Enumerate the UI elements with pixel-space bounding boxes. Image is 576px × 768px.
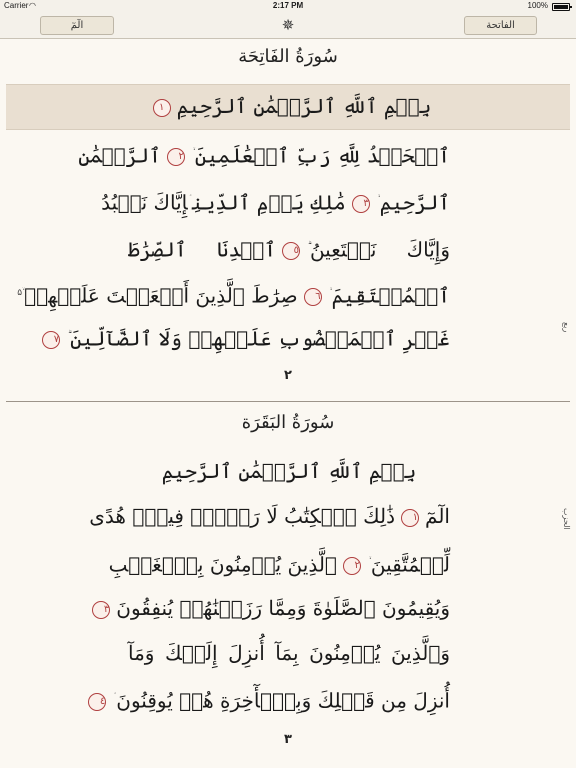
verse-text: وَيُقِيمُونَ ٱلصَّلَوٰةَ وَمِمَّا رَزَقۡنَٰهُمۡ يُنفِقُونَ bbox=[116, 596, 450, 620]
verse-text: ٱلۡحَمۡدُ لِلَّهِ رَبِّ ٱلۡعَٰلَمِينَ bbox=[194, 143, 450, 168]
surah-title-fatiha: سُورَةُ الفَاتِحَة bbox=[238, 46, 338, 67]
verse-line[interactable] bbox=[99, 682, 450, 714]
verse-text: وَٱلَّذِينَ يُؤۡمِنُونَ بِمَآ أُنزِلَ إِلَيۡكَ وَمَآ bbox=[128, 641, 450, 665]
basmala-line[interactable] bbox=[128, 90, 450, 122]
page-number: ٣ bbox=[284, 732, 292, 747]
verse-text: وَإِيَّاكَ نَسۡتَعِينُ bbox=[309, 237, 450, 262]
verse-line[interactable] bbox=[103, 592, 450, 624]
ayah-marker[interactable]: ٢ bbox=[343, 557, 361, 575]
verse-line[interactable] bbox=[128, 231, 450, 263]
battery-percent: 100% bbox=[527, 1, 548, 10]
hizb-marker: الحزب bbox=[562, 508, 571, 530]
verse-line[interactable] bbox=[53, 320, 450, 352]
ayah-marker[interactable]: ١ bbox=[153, 99, 171, 117]
basmala-text: بِسۡمِ ٱللَّهِ ٱلرَّحۡمَٰنِ ٱلرَّحِيمِ bbox=[176, 94, 432, 118]
status-bar bbox=[0, 0, 576, 12]
waqf-mark: ۙ۵ bbox=[17, 288, 23, 298]
verse-text: لِّلۡمُتَّقِينَ bbox=[370, 552, 450, 577]
verse-text: ذَٰلِكَ ٱلۡكِتَٰبُ لَا رَيۡبَۛ فِيهِۛ هُدًى bbox=[89, 504, 396, 528]
verse-line[interactable] bbox=[78, 137, 450, 169]
hizb-marker: ربع bbox=[562, 322, 571, 333]
verse-text: صِرَٰطَ ٱلَّذِينَ أَنۡعَمۡتَ عَلَيۡهِمۡ bbox=[24, 283, 298, 308]
ayah-marker[interactable]: ٣ bbox=[352, 195, 370, 213]
verse-text: ٱلَّذِينَ يُؤۡمِنُونَ بِٱلۡغَيۡبِ bbox=[108, 552, 337, 577]
verse-text: مَٰلِكِ يَوۡمِ ٱلدِّينِ bbox=[191, 190, 346, 215]
carrier-label: Carrier bbox=[4, 1, 29, 10]
verse-line[interactable] bbox=[101, 184, 450, 216]
ayah-marker[interactable]: ١ bbox=[401, 509, 419, 527]
verse-line[interactable] bbox=[128, 637, 450, 669]
ayah-marker[interactable]: ٥ bbox=[282, 242, 300, 260]
battery-icon bbox=[552, 3, 570, 11]
basmala-line[interactable] bbox=[128, 455, 450, 487]
verse-line[interactable] bbox=[108, 546, 450, 578]
surah-title-baqarah: سُورَةُ البَقَرَة bbox=[241, 412, 335, 433]
top-toolbar bbox=[0, 12, 576, 39]
verse-line[interactable] bbox=[17, 277, 450, 309]
verse-text: ٱلرَّحِيمِ bbox=[379, 190, 450, 215]
surah-button[interactable]: الفاتحة bbox=[464, 16, 537, 35]
ayah-marker[interactable]: ٦ bbox=[304, 288, 322, 306]
verse-text: أُنزِلَ مِن قَبۡلِكَ وَبِٱلۡأٓخِرَةِ هُمۡ يُوقِنُونَ bbox=[116, 688, 450, 713]
juz-button[interactable]: الٓمٓ bbox=[40, 16, 114, 35]
page-number: ٢ bbox=[284, 368, 292, 383]
verse-text: غَيۡرِ ٱلۡمَغۡضُوبِ عَلَيۡهِمۡ وَلَا ٱلضَّآلِّينَ bbox=[70, 326, 450, 351]
ayah-marker[interactable]: ٤ bbox=[88, 693, 106, 711]
verse-text: الٓمٓ bbox=[425, 504, 450, 528]
ayah-marker[interactable]: ٣ bbox=[92, 601, 110, 619]
verse-line[interactable] bbox=[89, 500, 450, 532]
gear-icon[interactable]: ✵ bbox=[281, 16, 295, 34]
basmala-text: بِسۡمِ ٱللَّهِ ٱلرَّحۡمَٰنِ ٱلرَّحِيمِ bbox=[161, 459, 417, 483]
verse-text: ٱلۡمُسۡتَقِيمَ bbox=[331, 283, 450, 308]
verse-text: إِيَّاكَ نَعۡبُدُ bbox=[101, 190, 188, 215]
verse-text: ٱلرَّحۡمَٰنِ bbox=[78, 143, 161, 168]
verse-text: ٱهۡدِنَا ٱلصِّرَٰطَ bbox=[128, 237, 276, 262]
ayah-marker[interactable]: ٧ bbox=[42, 331, 60, 349]
page-divider bbox=[6, 401, 570, 402]
wifi-icon: ◠ bbox=[29, 1, 36, 10]
ayah-marker[interactable]: ٢ bbox=[167, 148, 185, 166]
status-time: 2:17 PM bbox=[272, 1, 304, 10]
